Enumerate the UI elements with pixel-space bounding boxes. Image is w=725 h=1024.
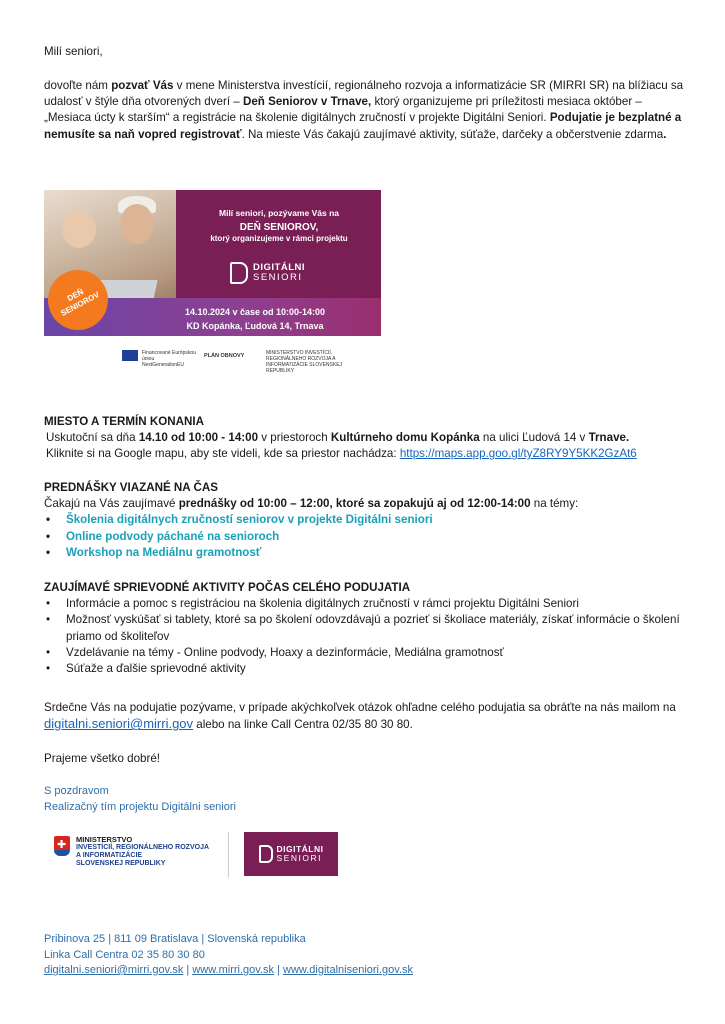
funding-ministry: MINISTERSTVO INVESTÍCIÍ, REGIONÁLNEHO ROZVOJA A INFORMATIZÁCIE SLOVENSKEJ REPUBLIKY [266,350,343,374]
list-item: • Možnosť vyskúšať si tablety, ktoré sa po školení odovzdávajú a pozrieť si školiace materiály, získať informácie o školení priamo od školiteľov [44,612,685,644]
footer-email-link[interactable]: digitalni.seniori@mirri.gov.sk [44,964,184,976]
eu-flag-icon [122,350,138,361]
ds-mark-icon [230,262,248,284]
list-item: • Súťaže a ďalšie sprievodné aktivity [44,661,685,677]
greeting: Milí seniori, [44,45,103,58]
list-item: • Školenia digitálnych zručností seniorov v projekte Digitálni seniori [44,512,685,528]
activities-heading: ZAUJÍMAVÉ SPRIEVODNÉ AKTIVITY POČAS CELÉHO PODUJATIA [44,581,411,594]
ds-mark-icon [259,845,273,863]
banner-date: 14.10.2024 v čase od 10:00-14:00 [184,307,326,317]
closing-paragraph: Srdečne Vás na podujatie pozývame, v prípade akýchkoľvek otázok ohľadne celého podujatia sa obráťte na nás mailom na digitalni.seniori@mirri.gov alebo na linke Call Centra 02/35 80 30 80. [44,701,676,732]
banner-line2: DEŇ SENIOROV, [239,222,319,233]
digitalni-seniori-logo: DIGITÁLNI SENIORI [230,262,305,284]
list-item: • Vzdelávanie na témy - Online podvody, Hoaxy a dezinformácie, Mediálna gramotnosť [44,645,685,661]
list-item: • Online podvody páchané na senioroch [44,529,685,545]
talks-heading: PREDNÁŠKY VIAZANÉ NA ČAS [44,481,218,494]
list-item: • Informácie a pomoc s registráciou na školenia digitálnych zručností v rámci projektu Digitálni Seniori [44,596,685,612]
funding-eu: Financované Európskou úniou NextGenerationEU [142,350,196,368]
email-link[interactable]: digitalni.seniori@mirri.gov [44,716,194,732]
activities-section [44,580,685,677]
logo-divider [228,832,229,878]
footer-ds-link[interactable]: www.digitalniseniori.gov.sk [283,964,414,976]
footer-phone: Linka Call Centra 02 35 80 30 80 [44,948,205,961]
footer-mirri-link[interactable]: www.mirri.gov.sk [192,964,275,976]
place-heading: MIESTO A TERMÍN KONANIA [44,415,204,428]
place-section: MIESTO A TERMÍN KONANIA Uskutoční sa dňa 14.10 od 10:00 - 14:00 v priestoroch Kultúrneho domu Kopánka na ulici Ľudová 14 v Trnave. Kliknite si na Google mapu, aby ste videli, kde sa priestor nachádza: https://maps.app.goo.gl/tyZ8RY9Y5KK2GzAt6 [44,414,685,463]
intro-paragraph: dovoľte nám pozvať Vás v mene Ministerstva investícií, regionálneho rozvoja a informatizácie SR (MIRRI SR) na blížiacu sa udalosť v štýle dňa otvorených dverí – Deň Seniorov v Trnave, ktorý organizujeme pri príležitosti mesiaca október – „Mesiaca úcty k starším“ a registrácie na školenie digitálnych zručností v projekte Digitálni Seniori. Podujatie je bezplatné a nemusíte sa naň vopred registrovať. Na mieste Vás čakajú zaujímavé aktivity, súťaže, darčeky a občerstvenie zdarma. [44,79,684,141]
event-banner [44,190,381,380]
ministry-logo: ✚ MINISTERSTVO INVESTÍCIÍ, REGIONÁLNEHO ROZVOJA A INFORMATIZÁCIE SLOVENSKEJ REPUBLIKY [54,836,209,868]
footer [44,932,685,979]
slovak-coat-of-arms-icon [54,836,70,856]
signature: S pozdravom Realizačný tím projektu Digitálni seniori [44,785,236,813]
talks-list [44,512,685,561]
banner-line3: ktorý organizujeme v rámci projektu [210,234,348,243]
digitalni-seniori-footer-logo: DIGITÁLNI SENIORI [244,832,338,876]
wish: Prajeme všetko dobré! [44,752,160,765]
funding-plan: PLÁN OBNOVY [204,353,245,359]
activities-list [44,596,685,677]
talks-section: PREDNÁŠKY VIAZANÉ NA ČAS Čakajú na Vás zaujímavé prednášky od 10:00 – 12:00, ktoré sa zopakujú aj od 12:00-14:00 na témy: • Školenia digitálnych zručností seniorov v projekte Digitálni seniori • Online podvody páchané na senioroch • Workshop na Mediálnu gramotnosť [44,480,685,561]
banner-line1: Milí seniori, pozývame Vás na [219,208,339,218]
list-item: • Workshop na Mediálnu gramotnosť [44,545,685,561]
footer-links: digitalni.seniori@mirri.gov.sk | www.mirri.gov.sk | www.digitalniseniori.gov.sk [44,964,414,976]
event-badge: DEŇ SENIOROV [44,259,119,340]
google-map-link[interactable]: https://maps.app.goo.gl/tyZ8RY9Y5KK2GzAt6 [399,447,637,461]
footer-address: Pribinova 25 | 811 09 Bratislava | Slovenská republika [44,933,306,945]
banner-place: KD Kopánka, Ľudová 14, Trnava [186,321,324,331]
